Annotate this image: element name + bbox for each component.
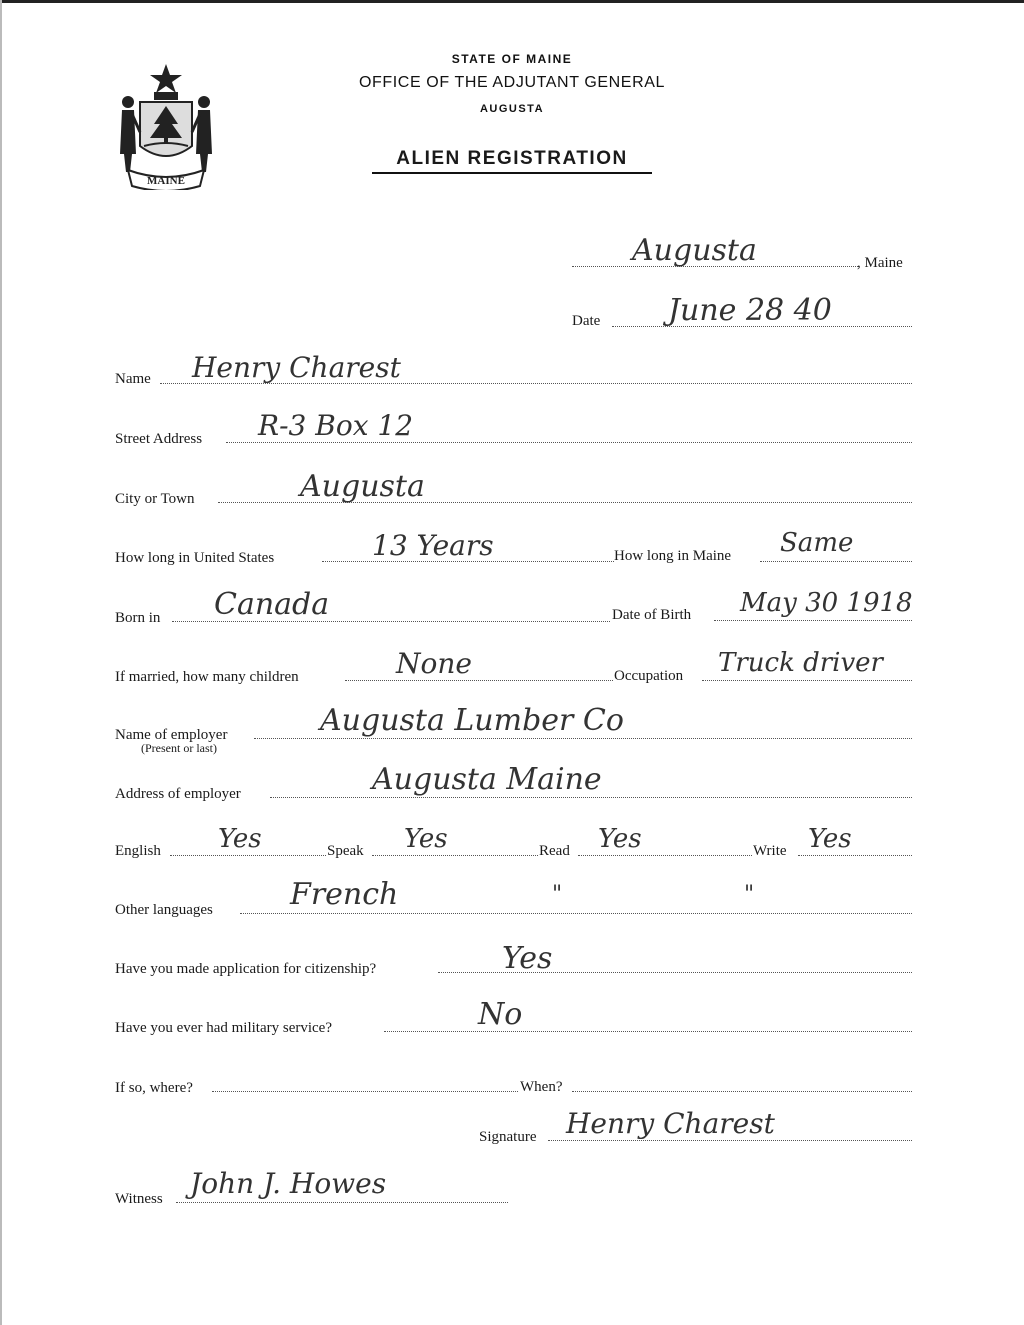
how-long-us-label: How long in United States [115, 550, 275, 566]
dob-label: Date of Birth [612, 607, 692, 623]
read-value: Yes [598, 824, 642, 854]
place-suffix: , Maine [857, 255, 903, 271]
write-line [798, 855, 912, 856]
occupation-label: Occupation [614, 668, 684, 684]
dob-value: May 30 1918 [740, 588, 913, 618]
children-line [345, 680, 613, 681]
english-label: English [115, 843, 161, 859]
citizenship-label: Have you made application for citizenship? [115, 961, 377, 977]
employer-sublabel: (Present or last) [141, 741, 217, 755]
employer-line [254, 738, 912, 739]
date-value: June 28 40 [668, 293, 832, 328]
born-in-label: Born in [115, 610, 161, 626]
english-line [170, 855, 326, 856]
children-label: If married, how many children [115, 669, 299, 685]
form-title: ALIEN REGISTRATION [372, 148, 652, 174]
name-value: Henry Charest [192, 351, 401, 384]
header-city: AUGUSTA [479, 103, 545, 115]
signature-label: Signature [479, 1129, 537, 1145]
other-languages-line [240, 913, 912, 914]
street-label: Street Address [115, 431, 203, 447]
citizenship-value: Yes [502, 941, 553, 976]
city-value: Augusta [300, 469, 425, 504]
date-label: Date [572, 313, 601, 329]
ditto-mark-write: " [744, 882, 755, 907]
employer-address-label: Address of employer [115, 786, 241, 802]
employer-label: Name of employer [115, 727, 228, 743]
dob-line [714, 620, 912, 621]
write-value: Yes [808, 824, 852, 854]
children-value: None [396, 647, 472, 680]
write-label: Write [753, 843, 787, 859]
signature-line [548, 1140, 912, 1141]
signature-value: Henry Charest [566, 1107, 775, 1140]
ditto-mark-read: " [552, 882, 563, 907]
how-long-maine-value: Same [780, 528, 854, 558]
how-long-us-value: 13 Years [372, 529, 494, 562]
where-label: If so, where? [115, 1080, 193, 1096]
when-label: When? [520, 1079, 563, 1095]
witness-line [176, 1202, 508, 1203]
scan-top-border [0, 0, 1024, 3]
speak-value: Yes [404, 824, 448, 854]
city-label: City or Town [115, 491, 195, 507]
witness-label: Witness [115, 1191, 163, 1207]
how-long-maine-line [760, 561, 912, 562]
speak-label: Speak [327, 843, 364, 859]
scan-left-border [0, 0, 2, 1325]
when-line [572, 1091, 912, 1092]
seal-text: MAINE [147, 175, 185, 187]
employer-address-line [270, 797, 912, 798]
other-languages-label: Other languages [115, 902, 213, 918]
other-languages-value: French [290, 877, 399, 912]
employer-address-value: Augusta Maine [372, 762, 602, 797]
speak-line [372, 855, 538, 856]
place-value: Augusta [632, 233, 757, 268]
military-line [384, 1031, 912, 1032]
born-in-value: Canada [214, 587, 330, 622]
occupation-value: Truck driver [718, 648, 883, 678]
military-label: Have you ever had military service? [115, 1020, 332, 1036]
english-value: Yes [218, 824, 262, 854]
read-label: Read [539, 843, 570, 859]
how-long-maine-label: How long in Maine [614, 548, 732, 564]
name-label: Name [115, 371, 151, 387]
street-line [226, 442, 912, 443]
header-office: OFFICE OF THE ADJUTANT GENERAL [358, 74, 666, 91]
employer-value: Augusta Lumber Co [320, 703, 624, 738]
where-line [212, 1091, 518, 1092]
witness-value: John J. Howes [190, 1167, 387, 1200]
occupation-line [702, 680, 912, 681]
read-line [578, 855, 752, 856]
street-value: R-3 Box 12 [258, 409, 414, 442]
header-state: STATE OF MAINE [451, 52, 573, 66]
military-value: No [478, 997, 523, 1032]
